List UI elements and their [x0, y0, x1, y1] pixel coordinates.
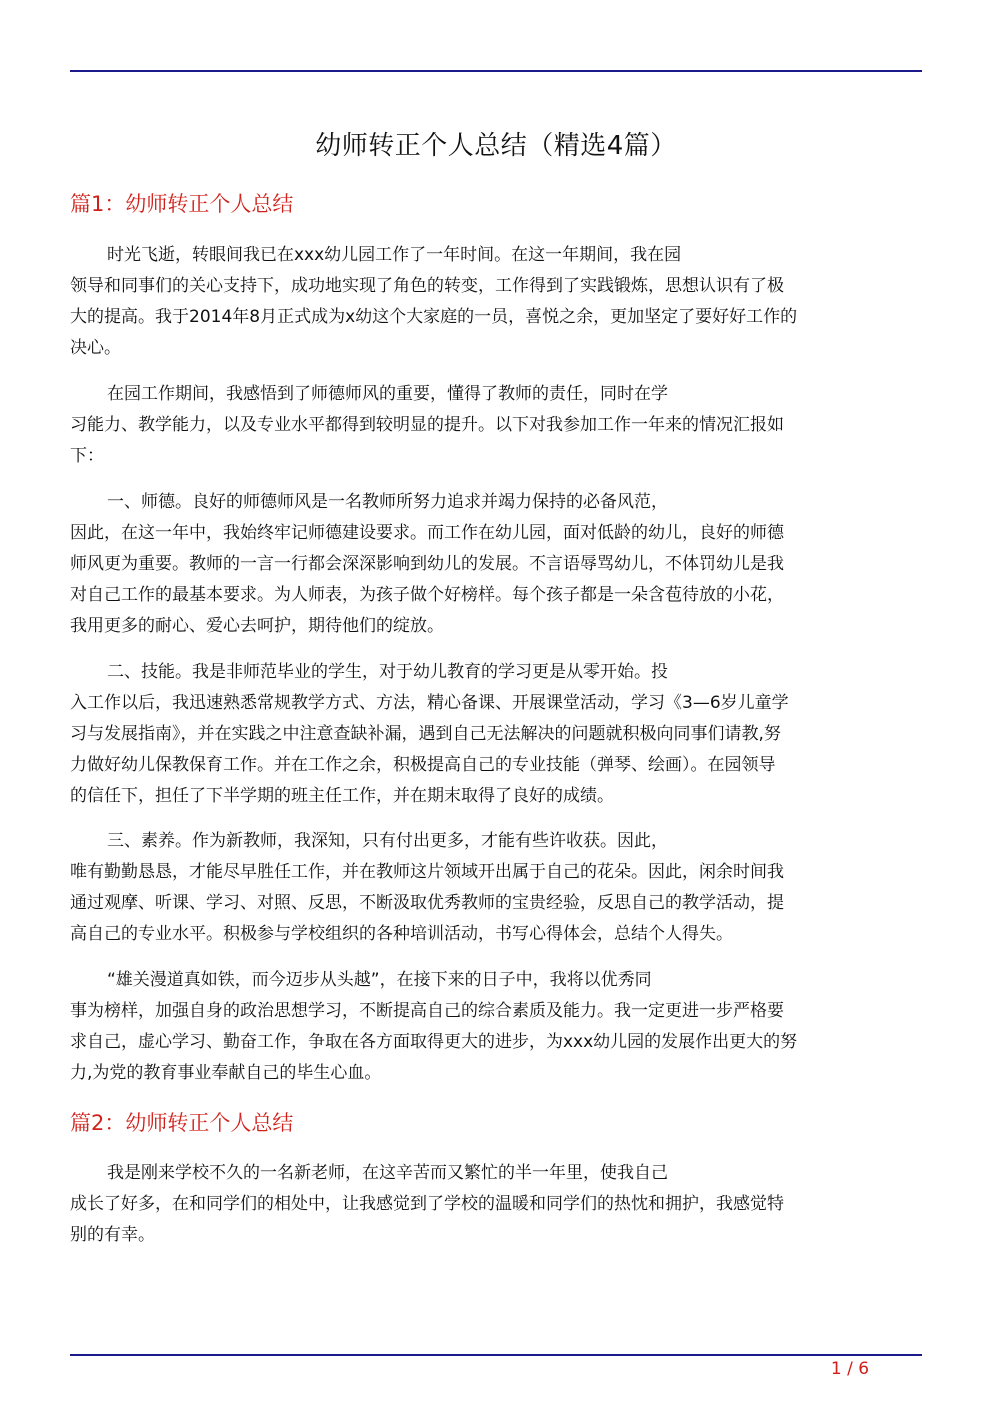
paragraph-line: 通过观摩、听课、学习、对照、反思，不断汲取优秀教师的宝贵经验，反思自己的教学活动，提 — [70, 893, 784, 913]
paragraph-line: 因此，在这一年中，我始终牢记师德建设要求。而工作在幼儿园，面对低龄的幼儿，良好的师德 — [70, 523, 784, 543]
footer-rule — [70, 1354, 922, 1356]
section-1-paragraph-5 — [70, 826, 922, 950]
paragraph-line: 师风更为重要。教师的一言一行都会深深影响到幼儿的发展。不言语辱骂幼儿，不体罚幼儿是我 — [70, 554, 784, 574]
paragraph-line: 唯有勤勤恳恳，才能尽早胜任工作，并在教师这片领域开出属于自己的花朵。因此，闲余时间我 — [70, 862, 784, 882]
paragraph-line: 三、素养。作为新教师，我深知，只有付出更多，才能有些许收获。因此， — [107, 831, 668, 851]
paragraph-line: 领导和同事们的关心支持下，成功地实现了角色的转变，工作得到了实践锻炼，思想认识有了极 — [70, 276, 784, 296]
paragraph-line: 高自己的专业水平。积极参与学校组织的各种培训活动，书写心得体会，总结个人得失。 — [70, 924, 733, 944]
section-1-paragraph-2 — [70, 379, 922, 472]
paragraph-line: 力,为党的教育事业奉献自己的毕生心血。 — [70, 1063, 382, 1083]
paragraph-line: 入工作以后，我迅速熟悉常规教学方式、方法，精心备课、开展课堂活动，学习《3—6岁儿童学 — [70, 693, 789, 713]
paragraph-line: 习与发展指南》，并在实践之中注意查缺补漏，遇到自己无法解决的问题就积极向同事们请教,努 — [70, 724, 781, 744]
paragraph-line: 我用更多的耐心、爱心去呵护，期待他们的绽放。 — [70, 616, 444, 636]
paragraph-line: “雄关漫道真如铁，而今迈步从头越”，在接下来的日子中，我将以优秀同 — [107, 970, 652, 990]
paragraph-line: 别的有幸。 — [70, 1225, 155, 1245]
section-1-paragraph-6 — [70, 965, 922, 1089]
document-title: 幼师转正个人总结（精选4篇） — [315, 131, 677, 161]
section-1-paragraph-3 — [70, 487, 922, 642]
paragraph-line: 在园工作期间，我感悟到了师德师风的重要，懂得了教师的责任，同时在学 — [107, 384, 668, 404]
paragraph-line: 一、师德。良好的师德师风是一名教师所努力追求并竭力保持的必备风范， — [107, 492, 668, 512]
section-1-paragraph-4 — [70, 657, 922, 812]
paragraph-line: 习能力、教学能力，以及专业水平都得到较明显的提升。以下对我参加工作一年来的情况汇报如 — [70, 415, 784, 435]
paragraph-line: 力做好幼儿保教保育工作。并在工作之余，积极提高自己的专业技能（弹琴、绘画）。在园领导 — [70, 755, 776, 775]
section-1-heading: 篇1：幼师转正个人总结 — [70, 192, 294, 216]
paragraph-line: 二、技能。我是非师范毕业的学生，对于幼儿教育的学习更是从零开始。投 — [107, 662, 668, 682]
paragraph-line: 决心。 — [70, 338, 121, 358]
page-number: 1 / 6 — [830, 1359, 870, 1379]
paragraph-line: 下： — [70, 446, 104, 466]
section-2-heading: 篇2：幼师转正个人总结 — [70, 1111, 294, 1135]
paragraph-line: 对自己工作的最基本要求。为人师表，为孩子做个好榜样。每个孩子都是一朵含苞待放的小花， — [70, 585, 784, 605]
paragraph-line: 的信任下，担任了下半学期的班主任工作，并在期末取得了良好的成绩。 — [70, 786, 614, 806]
paragraph-line: 求自己，虚心学习、勤奋工作，争取在各方面取得更大的进步，为xxx幼儿园的发展作出更大的努 — [70, 1032, 798, 1052]
section-2-paragraph-1 — [70, 1158, 922, 1251]
paragraph-line: 事为榜样，加强自身的政治思想学习，不断提高自己的综合素质及能力。我一定更进一步严格要 — [70, 1001, 784, 1021]
paragraph-line: 大的提高。我于2014年8月正式成为x幼这个大家庭的一员，喜悦之余，更加坚定了要好好工作的 — [70, 307, 798, 327]
section-1-paragraph-1 — [70, 240, 922, 364]
header-rule — [70, 70, 922, 72]
paragraph-line: 我是刚来学校不久的一名新老师，在这辛苦而又繁忙的半一年里，使我自己 — [107, 1163, 668, 1183]
paragraph-line: 成长了好多，在和同学们的相处中，让我感觉到了学校的温暖和同学们的热忱和拥护，我感觉特 — [70, 1194, 784, 1214]
paragraph-line: 时光飞逝，转眼间我已在xxx幼儿园工作了一年时间。在这一年期间，我在园 — [107, 245, 682, 265]
